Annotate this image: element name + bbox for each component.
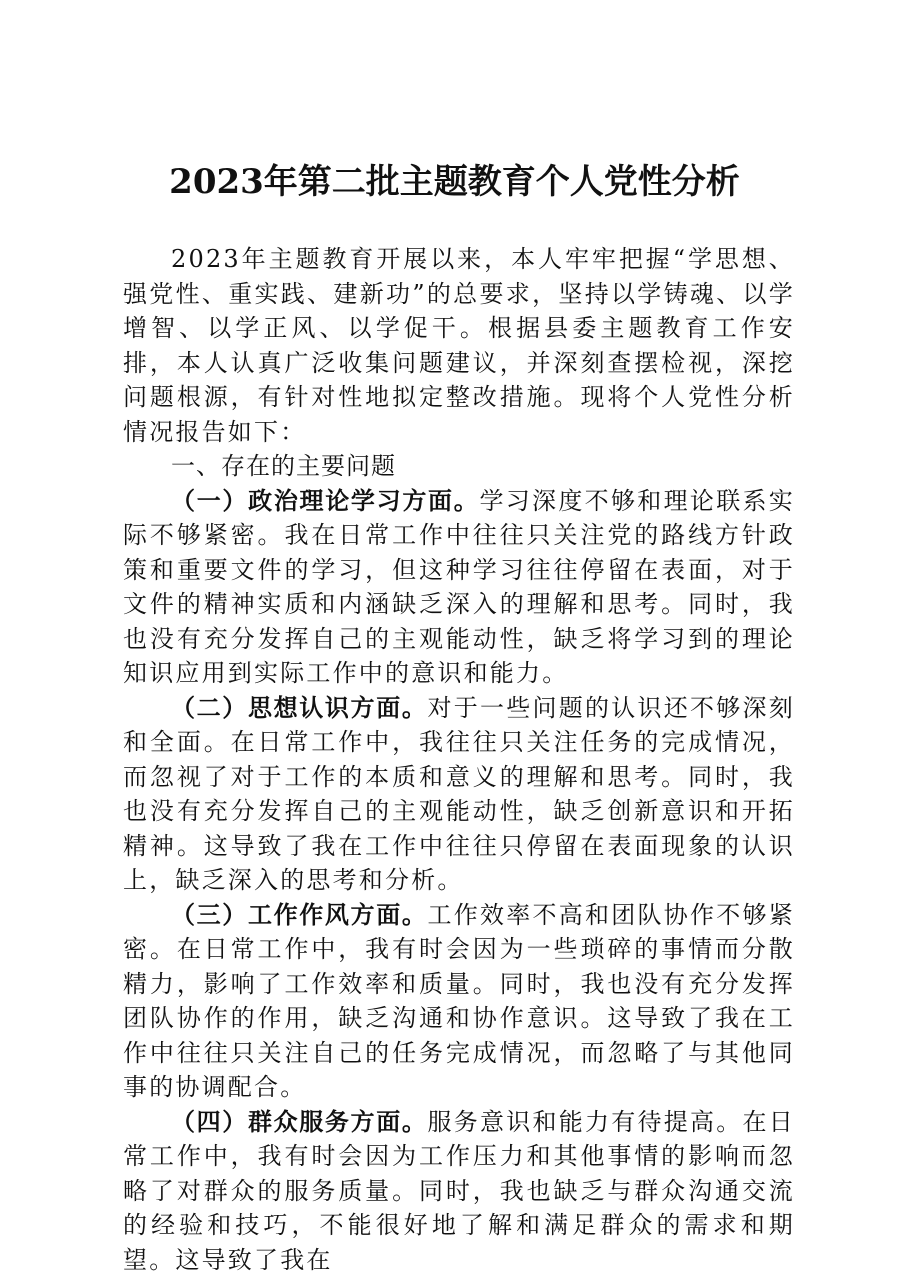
- item-paragraph-3: [123, 898, 795, 1105]
- item-lead-3: （三）工作作风方面。: [171, 899, 428, 929]
- item-paragraph-2: [123, 691, 795, 898]
- item-lead-2: （二）思想认识方面。: [171, 692, 428, 722]
- item-text-4: 服务意识和能力有待提高。在日常工作中，我有时会因为工作压力和其他事情的影响而忽略了对群众的服务质量。同时，我也缺乏与群众沟通交流的经验和技巧，不能很好地了解和满足群众的需求和期望。这导致了我在: [123, 1107, 795, 1274]
- document-body: [123, 242, 795, 1277]
- intro-paragraph: 2023年主题教育开展以来，本人牢牢把握“学思想、强党性、重实践、建新功”的总要求，坚持以学铸魂、以学增智、以学正风、以学促干。根据县委主题教育工作安排，本人认真广泛收集问题建议，并深刻查摆检视，深挖问题根源，有针对性地拟定整改措施。现将个人党性分析情况报告如下：: [123, 245, 795, 446]
- section-heading: 一、存在的主要问题: [171, 452, 396, 480]
- item-paragraph-1: [123, 484, 795, 691]
- item-lead-4: （四）群众服务方面。: [171, 1106, 428, 1136]
- item-text-3: 工作效率不高和团队协作不够紧密。在日常工作中，我有时会因为一些琐碎的事情而分散精力，影响了工作效率和质量。同时，我也没有充分发挥团队协作的作用，缺乏沟通和协作意识。这导致了我在工作中往往只关注自己的任务完成情况，而忽略了与其他同事的协调配合。: [123, 900, 795, 1101]
- item-lead-1: （一）政治理论学习方面。: [171, 485, 480, 515]
- item-paragraph-4: [123, 1105, 795, 1278]
- document-title: 2023年第二批主题教育个人党性分析: [169, 162, 740, 202]
- item-text-2: 对于一些问题的认识还不够深刻和全面。在日常工作中，我往往只关注任务的完成情况，而忽视了对于工作的本质和意义的理解和思考。同时，我也没有充分发挥自己的主观能动性，缺乏创新意识和开拓精神。这导致了我在工作中往往只停留在表面现象的认识上，缺乏深入的思考和分析。: [123, 693, 795, 894]
- item-text-1: 学习深度不够和理论联系实际不够紧密。我在日常工作中往往只关注党的路线方针政策和重要文件的学习，但这种学习往往停留在表面，对于文件的精神实质和内涵缺乏深入的理解和思考。同时，我也没有充分发挥自己的主观能动性，缺乏将学习到的理论知识应用到实际工作中的意识和能力。: [123, 486, 795, 687]
